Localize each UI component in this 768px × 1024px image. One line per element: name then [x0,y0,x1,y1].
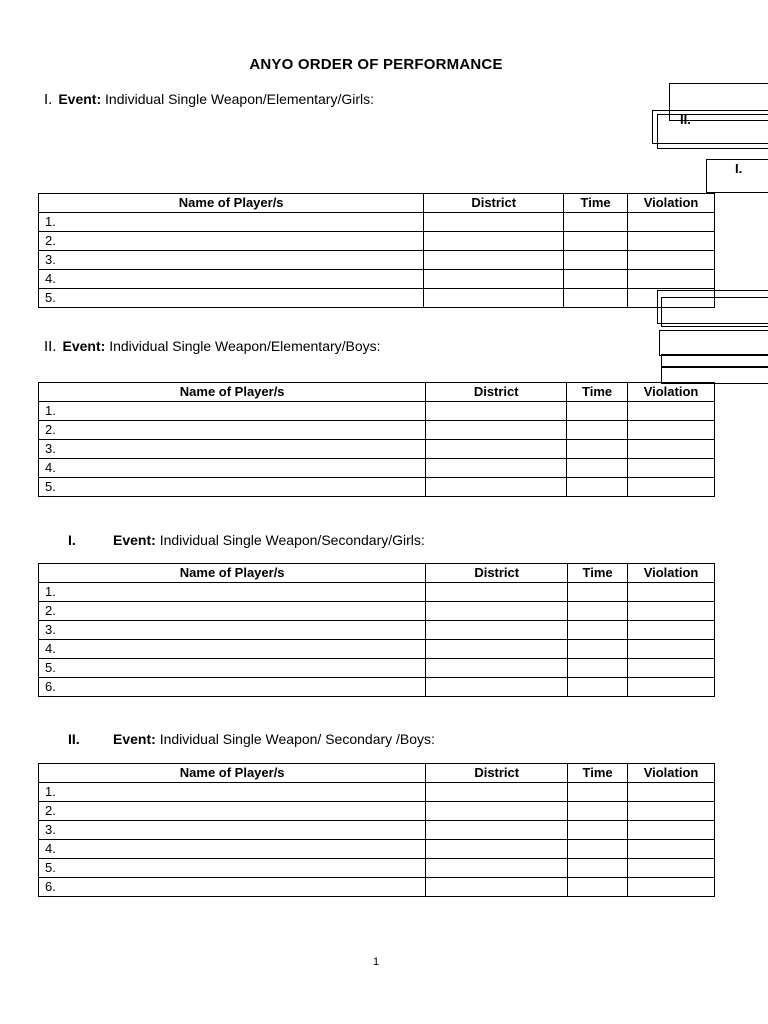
col-time-header: Time [568,564,628,583]
table-header-row [39,383,715,402]
row-number: 3. [39,440,426,459]
time-cell[interactable] [568,640,628,659]
time-cell[interactable] [564,213,628,232]
table-header-row [39,764,715,783]
table-row [39,659,715,678]
district-cell[interactable] [426,840,568,859]
row-number: 5. [39,659,426,678]
violation-cell[interactable] [628,640,715,659]
violation-cell[interactable] [628,821,715,840]
table-elementary-girls [38,193,715,308]
row-number: 6. [39,678,426,697]
time-cell[interactable] [567,402,628,421]
row-number: 4. [39,840,426,859]
col-district-header: District [426,564,568,583]
col-name-header: Name of Player/s [39,764,426,783]
table-secondary-girls [38,563,715,697]
district-cell[interactable] [426,459,567,478]
district-cell[interactable] [426,583,568,602]
district-cell[interactable] [424,270,564,289]
district-cell[interactable] [426,602,568,621]
row-number: 2. [39,421,426,440]
time-cell[interactable] [568,840,628,859]
margin-box [659,330,768,356]
table-row [39,213,715,232]
violation-cell[interactable] [628,783,715,802]
margin-box [657,114,768,149]
table-row [39,621,715,640]
col-name-header: Name of Player/s [39,194,424,213]
row-number: 3. [39,251,424,270]
row-number: 5. [39,289,424,308]
table-row [39,840,715,859]
section-numeral: I. [44,91,53,108]
table-row [39,583,715,602]
time-cell[interactable] [564,270,628,289]
row-number: 5. [39,478,426,497]
page-number: 1 [372,956,380,968]
violation-cell[interactable] [628,602,715,621]
time-cell[interactable] [567,478,628,497]
time-cell[interactable] [567,421,628,440]
violation-cell[interactable] [628,583,715,602]
row-number: 2. [39,232,424,251]
district-cell[interactable] [426,878,568,897]
table-row [39,602,715,621]
violation-cell[interactable] [628,678,715,697]
col-violation-header: Violation [628,564,715,583]
violation-cell[interactable] [628,251,715,270]
row-number: 5. [39,859,426,878]
col-time-header: Time [564,194,628,213]
table-row [39,802,715,821]
row-number: 1. [39,583,426,602]
violation-cell[interactable] [628,478,715,497]
time-cell[interactable] [568,802,628,821]
table-header-row [39,194,715,213]
time-cell[interactable] [568,583,628,602]
time-cell[interactable] [568,783,628,802]
violation-cell[interactable] [628,459,715,478]
violation-cell[interactable] [628,213,715,232]
violation-cell[interactable] [628,840,715,859]
violation-cell[interactable] [628,232,715,251]
violation-cell[interactable] [628,802,715,821]
row-number: 2. [39,602,426,621]
event-heading-3 [68,532,425,548]
event-heading-4 [68,731,435,747]
col-district-header: District [426,764,568,783]
margin-box [661,297,768,327]
time-cell[interactable] [568,659,628,678]
district-cell[interactable] [426,859,568,878]
table-row [39,821,715,840]
violation-cell[interactable] [628,859,715,878]
table-row [39,440,715,459]
event-label: Event: [113,731,156,747]
district-cell[interactable] [426,783,568,802]
table-row [39,289,715,308]
violation-cell[interactable] [628,878,715,897]
margin-box-label: I. [735,161,743,176]
time-cell[interactable] [568,859,628,878]
col-district-header: District [424,194,564,213]
district-cell[interactable] [424,232,564,251]
table-row [39,478,715,497]
table-row [39,783,715,802]
table-row [39,859,715,878]
event-text: Individual Single Weapon/Secondary/Girls: [159,532,425,548]
table-header-row [39,564,715,583]
section-numeral: II. [68,731,80,747]
col-time-header: Time [568,764,628,783]
time-cell[interactable] [568,878,628,897]
row-number: 6. [39,878,426,897]
district-cell[interactable] [424,213,564,232]
time-cell[interactable] [564,289,628,308]
table-row [39,270,715,289]
col-violation-header: Violation [628,194,715,213]
col-time-header: Time [567,383,628,402]
time-cell[interactable] [567,440,628,459]
row-number: 3. [39,821,426,840]
violation-cell[interactable] [628,402,715,421]
violation-cell[interactable] [628,621,715,640]
violation-cell[interactable] [628,659,715,678]
table-row [39,232,715,251]
row-number: 4. [39,270,424,289]
district-cell[interactable] [424,289,564,308]
row-number: 1. [39,213,424,232]
district-cell[interactable] [426,821,568,840]
district-cell[interactable] [426,421,567,440]
section-numeral: II. [44,338,57,355]
district-cell[interactable] [426,640,568,659]
document-title: ANYO ORDER OF PERFORMANCE [249,56,503,73]
table-row [39,878,715,897]
col-violation-header: Violation [628,383,715,402]
time-cell[interactable] [564,232,628,251]
col-name-header: Name of Player/s [39,383,426,402]
violation-cell[interactable] [628,421,715,440]
margin-box-label: II. [680,112,691,127]
table-secondary-boys [38,763,715,897]
row-number: 1. [39,402,426,421]
district-cell[interactable] [426,659,568,678]
row-number: 1. [39,783,426,802]
col-name-header: Name of Player/s [39,564,426,583]
violation-cell[interactable] [628,440,715,459]
event-text: Individual Single Weapon/ Secondary /Boys: [159,731,435,747]
district-cell[interactable] [426,440,567,459]
margin-box [661,366,768,384]
time-cell[interactable] [567,459,628,478]
row-number: 2. [39,802,426,821]
district-cell[interactable] [424,251,564,270]
table-row [39,251,715,270]
time-cell[interactable] [568,602,628,621]
time-cell[interactable] [568,821,628,840]
event-heading-1 [44,91,374,108]
col-violation-header: Violation [628,764,715,783]
district-cell[interactable] [426,478,567,497]
row-number: 4. [39,640,426,659]
col-district-header: District [426,383,567,402]
table-row [39,640,715,659]
event-text: Individual Single Weapon/Elementary/Girls: [105,91,375,107]
table-row [39,402,715,421]
table-row [39,678,715,697]
event-label: Event: [113,532,156,548]
time-cell[interactable] [568,621,628,640]
event-heading-2 [44,338,381,355]
time-cell[interactable] [564,251,628,270]
table-row [39,459,715,478]
table-elementary-boys [38,382,715,497]
row-number: 4. [39,459,426,478]
district-cell[interactable] [426,621,568,640]
event-label: Event: [58,91,102,107]
time-cell[interactable] [568,678,628,697]
event-text: Individual Single Weapon/Elementary/Boys: [109,338,381,354]
event-label: Event: [62,338,106,354]
row-number: 3. [39,621,426,640]
table-row [39,421,715,440]
section-numeral: I. [68,532,76,548]
district-cell[interactable] [426,678,568,697]
district-cell[interactable] [426,802,568,821]
district-cell[interactable] [426,402,567,421]
violation-cell[interactable] [628,270,715,289]
